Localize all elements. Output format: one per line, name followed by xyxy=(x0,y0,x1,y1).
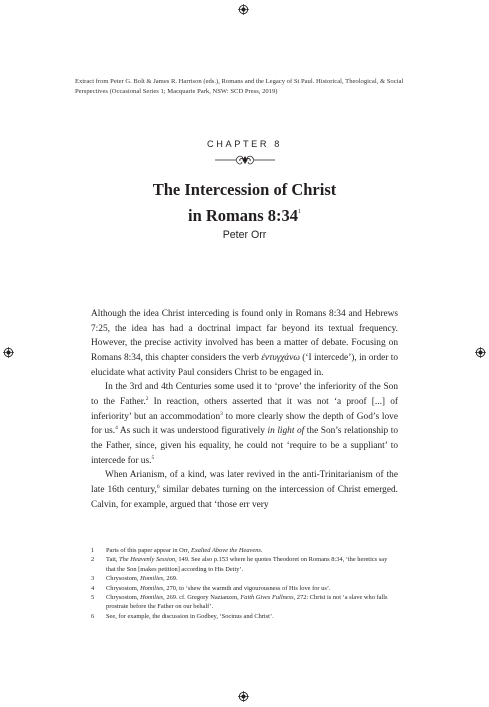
footnote xyxy=(91,584,398,593)
footnote-ref[interactable]: 5 xyxy=(151,454,155,461)
text-run: Parts of this paper appear in Orr, xyxy=(106,547,191,554)
text-run: Chrysostom, xyxy=(106,575,141,583)
footnote-ref[interactable]: 4 xyxy=(115,425,118,432)
footnote-text xyxy=(106,584,398,593)
footnote xyxy=(91,555,398,574)
ornament-divider xyxy=(214,153,276,167)
italic-text: in light of xyxy=(267,426,305,437)
footnote-text xyxy=(106,574,398,583)
text-run: to more clearly show the depth of God’s love for us. xyxy=(91,411,398,437)
chapter-title xyxy=(0,178,489,227)
text-run: , 149. See also p.153 where he quotes Theodoret on Romans 8:34, ‘the heretics say that the Son [makes petition] according to His Deity’. xyxy=(106,556,388,573)
text-run: . xyxy=(260,547,263,554)
text-run: Chrysostom, xyxy=(106,584,141,592)
body-text xyxy=(91,307,398,512)
footnote-text xyxy=(106,546,398,555)
registration-mark-right xyxy=(475,347,486,358)
registration-mark-top xyxy=(238,4,249,15)
footnote xyxy=(91,593,398,612)
footnote xyxy=(91,574,398,583)
footnote-ref[interactable]: 3 xyxy=(220,410,223,417)
footnote-number: 5 xyxy=(91,594,95,602)
footnote-number: 3 xyxy=(91,575,95,583)
body-paragraph xyxy=(91,468,398,512)
footnote-text xyxy=(106,555,398,574)
title-footnote-ref[interactable]: 1 xyxy=(298,209,301,215)
text-run: In the 3rd and 4th Centuries some used it to ‘prove’ the inferiority of the Son to the Father. xyxy=(91,382,398,407)
footnote-number: 1 xyxy=(91,547,95,554)
chapter-label: CHAPTER 8 xyxy=(207,139,282,149)
text-run: , 272: Christ is not ‘a slave who falls prostrate before the Father on our behalf’. xyxy=(106,594,388,611)
text-run: In reaction, others asserted that it was not ‘a proof [...] of inferiority’ but an accommodation xyxy=(91,396,399,422)
footnote-text xyxy=(106,612,398,621)
text-run: When Arianism, of a kind, was later revived in the anti-Trinitarianism of the late 16th century, xyxy=(91,470,398,495)
italic-text: Faith Gives Fullness xyxy=(240,594,294,602)
footnote-text xyxy=(106,593,398,612)
text-run: the Son’s relationship to the Father, since, given his equality, he could not ‘require to be a suppliant’ to intercede for us. xyxy=(91,426,399,466)
text-run: similar debates turning on the intercession of Christ emerged. Calvin, for example, argued that ‘those err very xyxy=(91,484,398,510)
italic-text: The Heavenly Session xyxy=(119,556,176,564)
italic-text: Homilies xyxy=(140,584,164,592)
italic-text: Homilies xyxy=(140,594,164,602)
body-paragraph xyxy=(91,307,398,380)
footnotes xyxy=(91,546,398,621)
text-run: (‘I intercede’), in order to elucidate what activity Paul considers Christ to be engaged in. xyxy=(91,352,399,378)
footnote-number: 6 xyxy=(91,612,95,620)
registration-mark-bottom xyxy=(238,691,249,702)
italic-text: Homilies xyxy=(140,575,164,583)
footnote xyxy=(91,546,398,555)
author-name: Peter Orr xyxy=(222,229,267,241)
footnote-number: 2 xyxy=(91,556,95,564)
registration-mark-left xyxy=(3,347,14,358)
chapter-title-line-2-text: in Romans 8:34 xyxy=(187,206,298,225)
footnote-number: 4 xyxy=(91,584,95,592)
italic-text: ἐντυγχάνω xyxy=(261,352,300,363)
text-run: , 269. xyxy=(163,575,178,583)
text-run: Although the idea Christ interceding is found only in Romans 8:34 and Hebrews 7:25, the idea has had a doctrinal impact far beyond its textual frequency. However, the precise activity involved has been a matter of debate. Focusing on Romans 8:34, this chapter considers the verb xyxy=(91,309,398,363)
text-run: , 269. cf. Gregory Nazianzen, xyxy=(163,594,241,602)
text-run: , 270, to ‘shew the warmth and vigourousness of His love for us’. xyxy=(163,584,331,592)
extract-source-note: Extract from Peter G. Bolt & James R. Harrison (eds.), Romans and the Legacy of St Paul. Historical, Theological, & Social Perspectives (Occasional Series 1; Macquarie Park, NSW: SCD Press, 2019) xyxy=(75,78,404,95)
text-run: Chrysostom, xyxy=(106,594,141,602)
body-paragraph xyxy=(91,380,398,468)
text-run: See, for example, the discussion in Godbey, ‘Socinus and Christ’. xyxy=(106,612,274,620)
footnote-ref[interactable]: 6 xyxy=(156,483,160,490)
footnote-ref[interactable]: 2 xyxy=(145,395,149,402)
text-run: Tait, xyxy=(106,556,120,564)
chapter-title-line-2 xyxy=(0,201,489,227)
text-run: As such it was understood figuratively xyxy=(117,426,268,437)
italic-text: Exalted Above the Heavens xyxy=(190,547,261,554)
footnote xyxy=(91,612,398,621)
chapter-title-line-1: The Intercession of Christ xyxy=(152,180,337,199)
